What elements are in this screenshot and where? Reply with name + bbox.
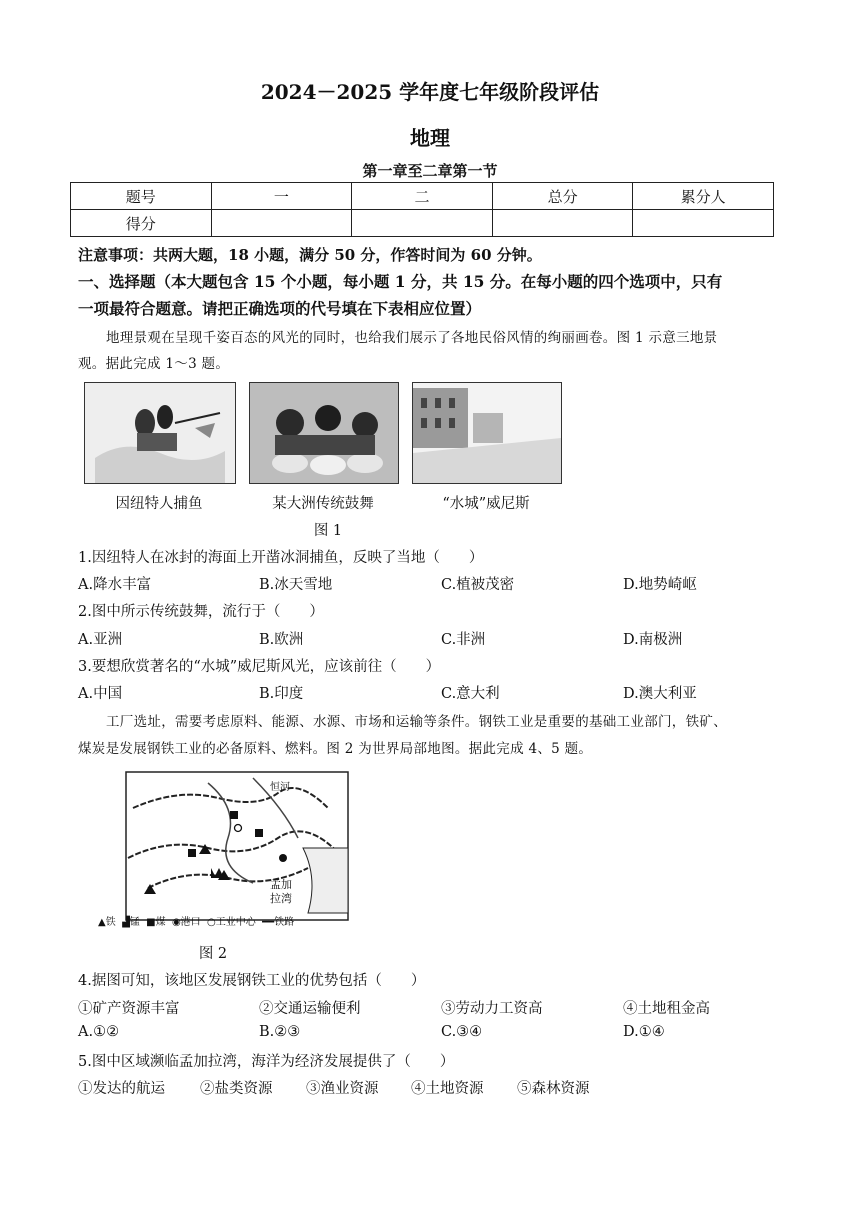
legend-railway: ━━铁路 — [262, 917, 295, 928]
figure1-caption-inuit: 因纽特人捕鱼 — [115, 496, 203, 512]
section1-instructions-line2: 一项最符合题意。请把正确选项的代号填在下表相应位置） — [78, 299, 482, 318]
exam-title: 2024－2025 学年度七年级阶段评估 — [260, 80, 600, 104]
q3-option-d[interactable]: D.澳大利亚 — [623, 686, 697, 702]
figure2-map — [78, 768, 350, 938]
figure1-caption-drum: 某大洲传统鼓舞 — [272, 496, 374, 512]
legend-manganese: ▟锰 — [122, 917, 140, 928]
q5-item-1: ①发达的航运 — [78, 1081, 165, 1097]
score-input-cell[interactable] — [352, 210, 493, 237]
legend-port: ◉港口 — [171, 917, 201, 928]
score-input-cell[interactable] — [211, 210, 352, 237]
map-bay-label-1: 孟加 — [270, 878, 292, 891]
subject-title: 地理 — [410, 126, 450, 150]
q3-option-c[interactable]: C.意大利 — [441, 686, 500, 702]
q4-stem: 4.据图可知，该地区发展钢铁工业的优势包括（ ） — [78, 973, 426, 989]
exam-scope: 第一章至二章第一节 — [362, 162, 498, 180]
figure1-caption-venice: “水城”威尼斯 — [442, 496, 530, 512]
score-cell: 一 — [211, 183, 352, 210]
q2-option-b[interactable]: B.欧洲 — [259, 632, 304, 648]
venice-photo — [412, 382, 562, 484]
q1-stem: 1.因纽特人在冰封的海面上开凿冰洞捕鱼，反映了当地（ ） — [78, 550, 484, 566]
q5-stem: 5.图中区域濒临孟加拉湾，海洋为经济发展提供了（ ） — [78, 1054, 455, 1070]
figure2-label: 图 2 — [198, 946, 228, 962]
score-input-cell[interactable] — [633, 210, 774, 237]
passage1-line2: 观。据此完成 1～3 题。 — [78, 356, 230, 372]
figure1-label: 图 1 — [313, 523, 343, 539]
legend-coal: ■煤 — [146, 917, 166, 928]
score-table-header-row — [71, 183, 774, 210]
q2-option-d[interactable]: D.南极洲 — [623, 632, 683, 648]
section1-instructions-line1: 一、选择题（本大题包含 15 个小题，每小题 1 分，共 15 分。在每小题的四个选项中，只有 — [78, 272, 723, 291]
q1-option-b[interactable]: B.冰天雪地 — [259, 577, 333, 593]
score-input-cell[interactable] — [492, 210, 633, 237]
q5-item-3: ③渔业资源 — [306, 1081, 379, 1097]
q5-item-4: ④土地资源 — [411, 1081, 484, 1097]
legend-iron: ▲铁 — [98, 917, 116, 928]
q1-option-a[interactable]: A.降水丰富 — [78, 577, 152, 593]
q4-option-b[interactable]: B.②③ — [259, 1024, 301, 1040]
map-river-label: 恒河 — [270, 782, 290, 793]
score-table-score-row — [71, 210, 774, 237]
q5-item-5: ⑤森林资源 — [517, 1081, 590, 1097]
q5-item-2: ②盐类资源 — [200, 1081, 273, 1097]
q1-option-c[interactable]: C.植被茂密 — [441, 577, 515, 593]
score-table — [70, 182, 774, 237]
legend-industrial-center: ○工业中心 — [207, 917, 256, 928]
score-cell: 累分人 — [633, 183, 774, 210]
passage1-line1: 地理景观在呈现千姿百态的风光的同时，也给我们展示了各地民俗风情的绚丽画卷。图 1 示意三地景 — [106, 330, 718, 346]
map-legend — [98, 913, 294, 928]
inuit-fishing-photo — [84, 382, 236, 484]
drum-dance-photo — [249, 382, 399, 484]
score-cell: 总分 — [492, 183, 633, 210]
q4-option-c[interactable]: C.③④ — [441, 1024, 483, 1040]
q2-stem: 2.图中所示传统鼓舞，流行于（ ） — [78, 604, 324, 620]
score-cell: 题号 — [71, 183, 212, 210]
notice: 注意事项：共两大题，18 小题，满分 50 分，作答时间为 60 分钟。 — [78, 246, 542, 264]
score-cell: 得分 — [71, 210, 212, 237]
q4-option-d[interactable]: D.①④ — [623, 1024, 665, 1040]
q4-item-3: ③劳动力工资高 — [441, 1001, 543, 1017]
q4-option-a[interactable]: A.①② — [78, 1024, 120, 1040]
q3-option-a[interactable]: A.中国 — [78, 686, 123, 702]
q2-option-c[interactable]: C.非洲 — [441, 632, 486, 648]
map-bay-label-2: 拉湾 — [270, 892, 292, 905]
q4-item-4: ④土地租金高 — [623, 1001, 710, 1017]
q3-stem: 3.要想欣赏著名的“水城”威尼斯风光，应该前往（ ） — [78, 659, 441, 675]
q4-item-1: ①矿产资源丰富 — [78, 1001, 180, 1017]
q2-option-a[interactable]: A.亚洲 — [78, 632, 123, 648]
score-cell: 二 — [352, 183, 493, 210]
q3-option-b[interactable]: B.印度 — [259, 686, 304, 702]
passage2-line2: 煤炭是发展钢铁工业的必备原料、燃料。图 2 为世界局部地图。据此完成 4、5 题。 — [78, 741, 593, 757]
q1-option-d[interactable]: D.地势崎岖 — [623, 577, 697, 593]
passage2-line1: 工厂选址，需要考虑原料、能源、水源、市场和运输等条件。钢铁工业是重要的基础工业部门，铁矿、 — [106, 714, 727, 730]
q4-item-2: ②交通运输便利 — [259, 1001, 361, 1017]
